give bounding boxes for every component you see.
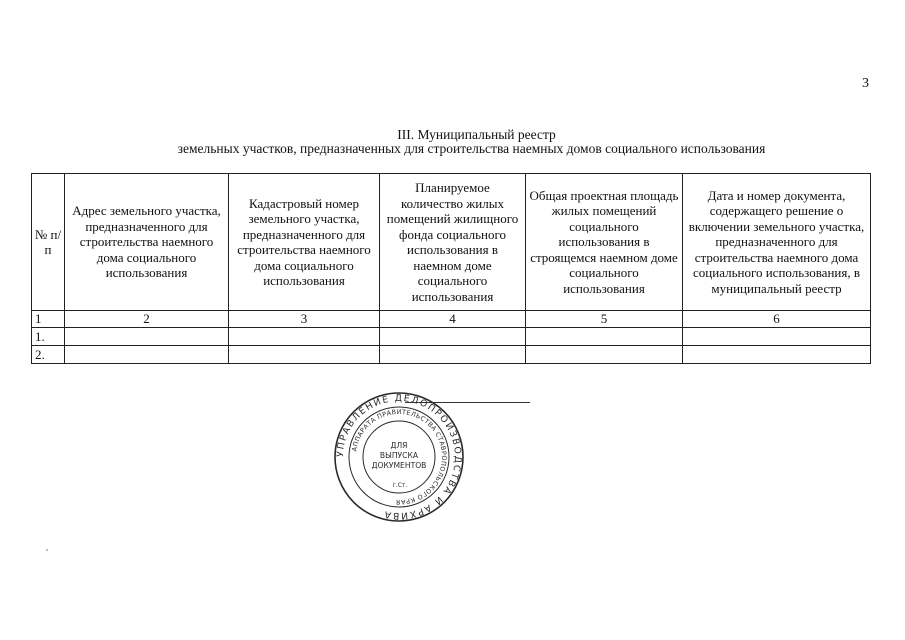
header-cell-address: Адрес земельного участка, предназначенного для строительства наемного дома социального использования	[65, 174, 229, 311]
stamp-inner-text: АППАРАТА ПРАВИТЕЛЬСТВА СТАВРОПОЛЬСКОГО КРАЯ	[350, 407, 449, 507]
registry-table	[31, 173, 871, 364]
table-cell	[526, 346, 683, 364]
stamp-center-line-1: ДЛЯ	[390, 441, 408, 450]
stamp-center-line-3: ДОКУМЕНТОВ	[371, 461, 427, 470]
title-line-1: III. Муниципальный реестр	[397, 127, 556, 142]
document-title	[0, 128, 905, 156]
header-cell-planned-count: Планируемое количество жилых помещений жилищного фонда социального использования в наемном доме социального использования	[380, 174, 526, 311]
table-cell	[526, 328, 683, 346]
table-cell	[65, 328, 229, 346]
page-number: 3	[862, 76, 869, 91]
column-number-row	[32, 311, 871, 328]
title-line-2: земельных участков, предназначенных для строительства наемных домов социального использования	[177, 141, 766, 156]
table-cell	[683, 346, 871, 364]
official-stamp	[333, 391, 465, 523]
column-number: 3	[229, 311, 380, 328]
table-cell	[65, 346, 229, 364]
header-cell-cadastral: Кадастровый номер земельного участка, предназначенного для строительства наемного дома социального использования	[229, 174, 380, 311]
row-number: 1.	[32, 328, 65, 346]
header-cell-decision: Дата и номер документа, содержащего решение о включении земельного участка, предназначенного для строительства наемного дома социального использования, в муниципальный реестр	[683, 174, 871, 311]
table-cell	[380, 328, 526, 346]
table-cell	[229, 328, 380, 346]
column-number: 4	[380, 311, 526, 328]
stamp-outer-text: УПРАВЛЕНИЕ ДЕЛОПРОИЗВОДСТВА И АРХИВА	[334, 392, 464, 522]
column-number: 5	[526, 311, 683, 328]
column-number: 6	[683, 311, 871, 328]
row-number: 2.	[32, 346, 65, 364]
table-row	[32, 328, 871, 346]
stamp-center-line-2: ВЫПУСКА	[379, 451, 419, 460]
table-row	[32, 346, 871, 364]
column-number: 1	[32, 311, 65, 328]
table-cell	[380, 346, 526, 364]
table-header-row	[32, 174, 871, 311]
table-cell	[229, 346, 380, 364]
table-cell	[683, 328, 871, 346]
header-cell-number: № п/п	[32, 174, 65, 311]
scan-speck	[46, 549, 48, 551]
column-number: 2	[65, 311, 229, 328]
header-cell-area: Общая проектная площадь жилых помещений социального использования в строящемся наемном доме социального использования	[526, 174, 683, 311]
stamp-bottom-mark: г.Ст.	[392, 482, 408, 489]
